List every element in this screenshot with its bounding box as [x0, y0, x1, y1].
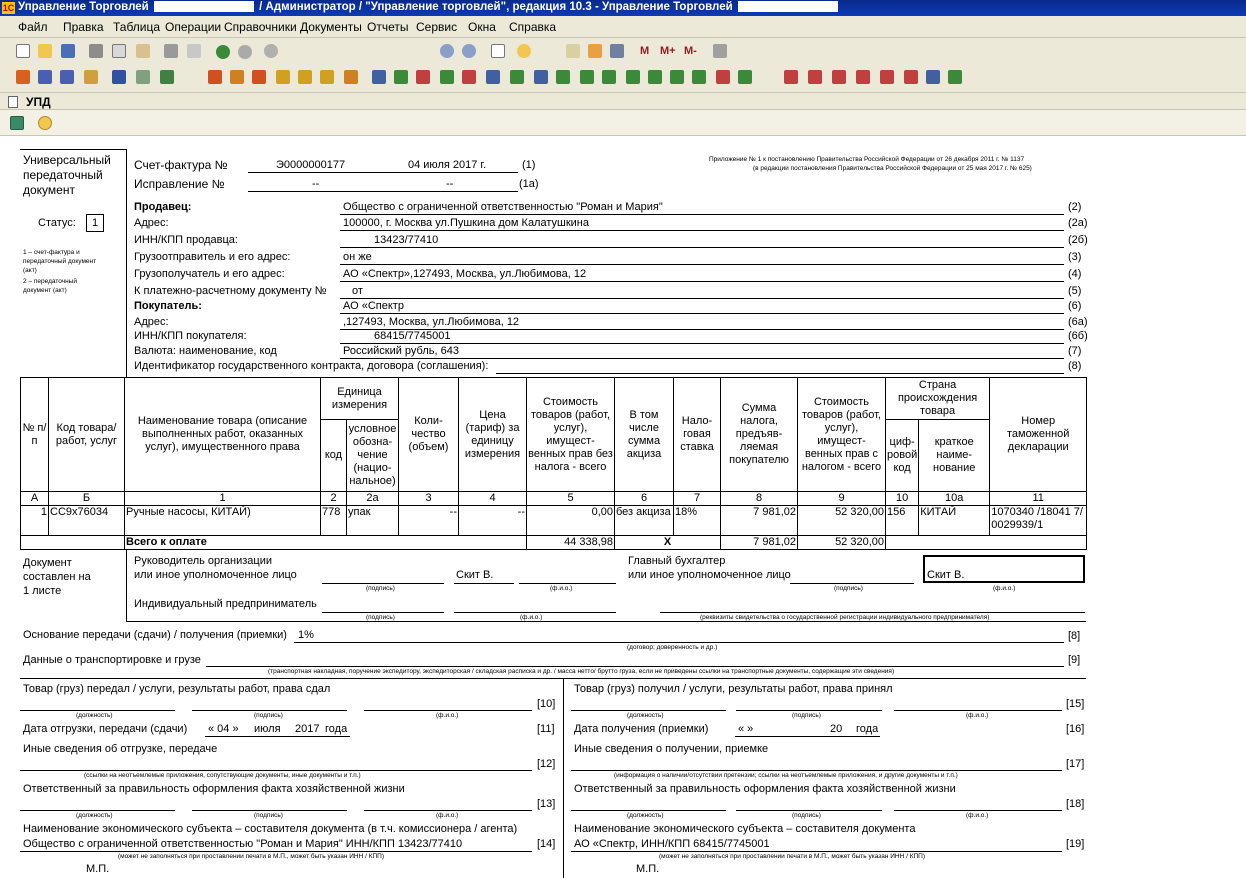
memory-button[interactable]: M	[640, 45, 650, 57]
caption: (ф.и.о.)	[550, 585, 573, 592]
party-label: К платежно-расчетному документу №	[134, 285, 327, 297]
menu-table[interactable]: Таблица	[113, 20, 161, 34]
money-icon[interactable]	[344, 70, 358, 84]
field-code: [17]	[1066, 758, 1085, 770]
field-code: (6а)	[1068, 316, 1088, 328]
field-code: (1)	[522, 159, 536, 171]
menu-edit[interactable]: Правка	[63, 20, 104, 34]
field-code: (5)	[1068, 285, 1082, 297]
field-code: (8)	[1068, 360, 1082, 372]
toolbar-operations	[0, 64, 1246, 92]
refresh-icon[interactable]	[580, 70, 594, 84]
journal-icon[interactable]	[16, 70, 30, 84]
search-prev-icon[interactable]	[462, 44, 476, 58]
appendix-note: Приложение № 1 к постановлению Правительства Российской Федерации от 26 декабря 2011 г. № 1137	[709, 156, 1025, 163]
acc-label: Главный бухгалтер	[628, 555, 726, 567]
party-label: ИНН/КПП покупателя:	[134, 330, 247, 342]
sales-icon[interactable]	[252, 70, 266, 84]
field-code: (3)	[1068, 251, 1082, 263]
cell-name: Ручные насосы, КИТАЙ)	[125, 506, 321, 536]
field-code: [14]	[537, 838, 556, 850]
print-preview-icon[interactable]	[10, 116, 24, 130]
register-icon[interactable]	[84, 70, 98, 84]
entity-label: Наименование экономического субъекта – составителя документа (в т.ч. комиссионера / агента)	[23, 823, 518, 835]
menu-catalogs[interactable]: Справочники	[224, 20, 297, 34]
col-header: Стоимость товаров (работ, услуг), имущест-венных прав с налогом - всего	[798, 378, 886, 492]
field-code: (4)	[1068, 268, 1082, 280]
caption: (ф.и.о.)	[436, 812, 459, 819]
field-code: [11]	[537, 723, 555, 735]
recv-date-suffix: года	[856, 723, 879, 735]
help-icon[interactable]	[38, 116, 52, 130]
cell-price: --	[459, 506, 527, 536]
field-code: [16]	[1066, 723, 1085, 735]
move-icon[interactable]	[394, 70, 408, 84]
col-header: Коли-чество (объем)	[399, 378, 459, 492]
ship-date-year[interactable]: 2017	[295, 723, 320, 735]
items-table	[20, 377, 1087, 550]
column-number: 6	[615, 492, 674, 506]
field-code: (2)	[1068, 201, 1082, 213]
column-number: 9	[798, 492, 886, 506]
catalog-icon[interactable]	[136, 70, 150, 84]
toolbar-standard	[0, 38, 1246, 66]
col-header: циф-ровой код	[886, 420, 919, 492]
report-icon[interactable]	[160, 70, 174, 84]
col-header: Код товара/ работ, услуг	[49, 378, 125, 492]
info-icon[interactable]	[517, 44, 531, 58]
party-label: ИНН/КПП продавца:	[134, 234, 238, 246]
cell-no: 1	[21, 506, 49, 536]
retail-icon[interactable]	[716, 70, 730, 84]
column-number: 4	[459, 492, 527, 506]
party-label: Адрес:	[134, 316, 169, 328]
tax-invoice-icon[interactable]	[784, 70, 798, 84]
disassembly-icon[interactable]	[626, 70, 640, 84]
head-label: или иное уполномоченное лицо	[134, 569, 297, 581]
col-header: Стоимость товаров (работ, услуг), имущест-венных прав без налога - всего	[527, 378, 615, 492]
find-icon[interactable]	[264, 44, 278, 58]
cell-tax: 7 981,02	[721, 506, 798, 536]
caption: (ф.и.о.)	[966, 812, 989, 819]
bank-icon[interactable]	[320, 70, 334, 84]
party-value[interactable]: от	[352, 285, 363, 297]
field-code: [8]	[1068, 630, 1081, 642]
column-number: 3	[399, 492, 459, 506]
given-label: Товар (груз) передал / услуги, результаты работ, права сдал	[23, 683, 331, 695]
party-label: Грузополучатель и его адрес:	[134, 268, 285, 280]
pages-text: 1 листе	[23, 585, 62, 597]
status-note: (акт)	[23, 267, 37, 274]
invoice-number[interactable]: Э0000000177	[276, 159, 346, 171]
invoice-date[interactable]: 04 июля 2017 г.	[408, 159, 487, 171]
menu-reports[interactable]: Отчеты	[367, 20, 409, 34]
menu-bar	[0, 16, 1246, 38]
calculator-icon[interactable]	[566, 44, 580, 58]
app-logo-icon: 1С	[2, 3, 15, 13]
resp-label: Ответственный за правильность оформления факта хозяйственной жизни	[574, 783, 956, 795]
col-header: Страна происхождения товара	[886, 378, 990, 420]
new-icon[interactable]	[16, 44, 30, 58]
column-number: 10а	[919, 492, 990, 506]
total-tax: 7 981,02	[721, 536, 798, 550]
cell-rate: 18%	[674, 506, 721, 536]
cell-code: СС9х76034	[49, 506, 125, 536]
caption: (информация о наличии/отсутствии претензии; ссылки на неотъемлемые приложения, и другие документы и т.п.)	[614, 772, 958, 779]
party-label: Грузоотправитель и его адрес:	[134, 251, 291, 263]
caption: (договор; доверенность и др.)	[627, 644, 718, 651]
redacted-block	[154, 1, 254, 12]
total-label: Всего к оплате	[125, 536, 527, 550]
field-code: (1а)	[519, 178, 539, 190]
acc-name[interactable]: Скит В.	[927, 569, 965, 581]
column-number: 5	[527, 492, 615, 506]
party-label: Покупатель:	[134, 300, 202, 312]
caption: (должность)	[76, 812, 113, 819]
cell-cost: 0,00	[527, 506, 615, 536]
other-receiving-label: Иные сведения о получении, приемке	[574, 743, 769, 755]
vat-report-icon[interactable]	[904, 70, 918, 84]
status-note: документ (акт)	[23, 287, 67, 294]
form-button-bar	[0, 110, 1246, 136]
party-value[interactable]: АО «Спектр	[343, 300, 404, 312]
field-code: [12]	[537, 758, 556, 770]
caption: (ф.и.о.)	[436, 712, 459, 719]
return-icon[interactable]	[462, 70, 476, 84]
caption: (подпись)	[834, 585, 863, 592]
caption: (подпись)	[366, 585, 395, 592]
pages-text: составлен на	[23, 571, 91, 583]
caption: (ф.и.о.)	[993, 585, 1016, 592]
transfer-icon[interactable]	[486, 70, 500, 84]
check-icon[interactable]	[948, 70, 962, 84]
column-number: 10	[886, 492, 919, 506]
col-header: код	[321, 420, 347, 492]
open-icon[interactable]	[38, 44, 52, 58]
col-header: Нало-говая ставка	[674, 378, 721, 492]
window-title-right: / Администратор / "Управление торговлей", редакция 10.3 - Управление Торговлей	[259, 1, 733, 13]
status-note: 1 – счет-фактура и	[23, 249, 80, 256]
party-value[interactable]: АО «Спектр»,127493, Москва, ул.Любимова, 12	[343, 268, 587, 280]
field-code: [19]	[1066, 838, 1085, 850]
cell-unit-name: упак	[347, 506, 399, 536]
memory-plus-button[interactable]: M+	[660, 45, 676, 57]
undo-icon[interactable]	[216, 45, 230, 59]
caption: (должность)	[627, 712, 664, 719]
col-header: № п/п	[21, 378, 49, 492]
party-value[interactable]: он же	[343, 251, 372, 263]
documents-list-icon[interactable]	[60, 70, 74, 84]
book-purchases-icon[interactable]	[856, 70, 870, 84]
cell-country-code: 156	[886, 506, 919, 536]
order-supplier-icon[interactable]	[230, 70, 244, 84]
resp-label: Ответственный за правильность оформления факта хозяйственной жизни	[23, 783, 405, 795]
save-icon[interactable]	[61, 44, 75, 58]
menu-windows[interactable]: Окна	[468, 20, 496, 34]
cell-qty: --	[399, 506, 459, 536]
field-code: (6б)	[1068, 330, 1088, 342]
column-number: Б	[49, 492, 125, 506]
entity-label: Наименование экономического субъекта – составителя документа	[574, 823, 916, 835]
payment-icon[interactable]	[276, 70, 290, 84]
status-label: Статус:	[38, 217, 76, 229]
col-header: В том числе сумма акциза	[615, 378, 674, 492]
menu-file[interactable]: Файл	[18, 20, 48, 34]
column-number: 11	[990, 492, 1087, 506]
window-title-left: Управление Торговлей	[18, 1, 149, 13]
party-value[interactable]: Общество с ограниченной ответственностью "Роман и Мария"	[343, 201, 663, 213]
copy-icon[interactable]	[112, 44, 126, 58]
basis-value[interactable]: 1%	[298, 629, 314, 641]
entity-value[interactable]: АО «Спектр, ИНН/КПП 68415/7745001	[574, 838, 770, 850]
status-note: передаточный документ	[23, 258, 97, 265]
users-icon[interactable]	[610, 44, 624, 58]
cell-excise: без акциза	[615, 506, 674, 536]
party-value[interactable]: 13423/77410	[374, 234, 439, 246]
menu-operations[interactable]: Операции	[165, 20, 222, 34]
receipt-icon[interactable]	[372, 70, 386, 84]
correction-date[interactable]: --	[446, 178, 454, 190]
field-code: [13]	[537, 798, 556, 810]
posting-icon[interactable]	[556, 70, 570, 84]
menu-documents[interactable]: Документы	[300, 20, 362, 34]
caption: (может не заполняться при проставлении печати в М.П., может быть указан ИНН / КПП)	[659, 853, 926, 860]
window-icon[interactable]	[491, 44, 505, 58]
doctype-line: Универсальный	[23, 153, 111, 167]
ship-date-suffix: года	[325, 723, 348, 735]
paste-icon[interactable]	[136, 44, 150, 58]
document-icon	[8, 96, 18, 108]
caption: (должность)	[627, 812, 664, 819]
caption: (ссылки на неотъемлемые приложения, сопутствующие документы, иные документы и т.п.)	[84, 772, 361, 779]
field-code: (6)	[1068, 300, 1082, 312]
preview-icon[interactable]	[187, 44, 201, 58]
tab-title[interactable]: УПД	[26, 95, 51, 109]
writeoff-icon[interactable]	[534, 70, 548, 84]
settings-icon[interactable]	[713, 44, 727, 58]
col-header: Номер таможенной декларации	[990, 378, 1087, 492]
col-header: Наименование товара (описание выполненных работ, оказанных услуг), имущественного права	[125, 378, 321, 492]
acc-label: или иное уполномоченное лицо	[628, 569, 791, 581]
menu-service[interactable]: Сервис	[416, 20, 458, 34]
journal-invoices-icon[interactable]	[926, 70, 940, 84]
invoice-label: Счет-фактура №	[134, 158, 228, 172]
column-number: 1	[125, 492, 321, 506]
cash-icon[interactable]	[298, 70, 312, 84]
cell-country-name: КИТАЙ	[919, 506, 990, 536]
party-label: Валюта: наименование, код	[134, 345, 277, 357]
column-number: 2а	[347, 492, 399, 506]
shipment-icon[interactable]	[440, 70, 454, 84]
menu-help[interactable]: Справка	[509, 20, 557, 34]
memory-minus-button[interactable]: M-	[684, 45, 697, 57]
calendar-icon[interactable]	[588, 44, 602, 58]
status-note: 2 – передаточный	[23, 278, 77, 285]
party-label: Адрес:	[134, 217, 169, 229]
caption: (подпись)	[366, 614, 395, 621]
redo-icon[interactable]	[238, 45, 252, 59]
documents-icon[interactable]	[38, 70, 52, 84]
contractors-icon[interactable]	[112, 70, 126, 84]
price-icon[interactable]	[648, 70, 662, 84]
column-number: А	[21, 492, 49, 506]
column-number: 7	[674, 492, 721, 506]
transport-label: Данные о транспортировке и грузе	[23, 654, 201, 666]
cut-icon[interactable]	[89, 44, 103, 58]
cell-total: 52 320,00	[798, 506, 886, 536]
party-value[interactable]: 100000, г. Москва ул.Пушкина дом Калатушкина	[343, 217, 589, 229]
price-del-icon[interactable]	[692, 70, 706, 84]
caption: (может не заполняться при проставлении печати в М.П., может быть указан ИНН / КПП)	[118, 853, 385, 860]
search-next-icon[interactable]	[440, 44, 454, 58]
entity-value[interactable]: Общество с ограниченной ответственностью "Роман и Мария" ИНН/КПП 13423/77410	[23, 838, 463, 850]
pages-text: Документ	[23, 557, 72, 569]
field-code: [9]	[1068, 654, 1081, 666]
cell-unit-code: 778	[321, 506, 347, 536]
caption: (ф.и.о.)	[520, 614, 543, 621]
caption: (подпись)	[792, 812, 821, 819]
total-x: X	[615, 536, 721, 550]
col-header: Единица измерения	[321, 378, 399, 420]
recv-date-label: Дата получения (приемки)	[574, 723, 709, 735]
caption: (подпись)	[792, 712, 821, 719]
column-number: 8	[721, 492, 798, 506]
field-code: [10]	[537, 698, 556, 710]
column-numbers-row	[21, 492, 1087, 506]
status-value[interactable]: 1	[86, 214, 104, 232]
total-cost: 44 338,98	[527, 536, 615, 550]
party-value[interactable]: 68415/7745001	[374, 330, 451, 342]
total-row	[21, 536, 1087, 550]
field-code: [18]	[1066, 798, 1085, 810]
field-code: (7)	[1068, 345, 1082, 357]
ship-date-day[interactable]: « 04 »	[208, 723, 239, 735]
party-label: Продавец:	[134, 201, 192, 213]
col-header: краткое наиме-нование	[919, 420, 990, 492]
recv-date-day[interactable]: « »	[738, 723, 754, 735]
party-value[interactable]: ,127493, Москва, ул.Любимова, 12	[343, 316, 520, 328]
price-set-icon[interactable]	[670, 70, 684, 84]
total-sum: 52 320,00	[798, 536, 886, 550]
recv-label: Товар (груз) получил / услуги, результаты работ, права принял	[574, 683, 893, 695]
appendix-note: (в редакции постановления Правительства Российской Федерации от 25 мая 2017 г. № 625)	[753, 165, 1032, 172]
stamp-place: М.П.	[636, 863, 660, 875]
head-label: Руководитель организации	[134, 555, 273, 567]
table-row[interactable]	[21, 506, 1087, 536]
stamp-place: М.П.	[86, 863, 110, 875]
caption: (подпись)	[254, 712, 283, 719]
correction-number[interactable]: --	[312, 178, 320, 190]
tax-invoice-recv-icon[interactable]	[808, 70, 822, 84]
col-header: условное обозна-чение (нацио-нальное)	[347, 420, 399, 492]
doctype-line: передаточный	[23, 168, 103, 182]
window-title-bar	[0, 0, 1246, 16]
cell-customs: 1070340 /18041 7/0029939/1	[990, 506, 1087, 536]
redacted-block	[738, 1, 838, 12]
basis-label: Основание передачи (сдачи) / получения (приемки)	[23, 629, 287, 641]
col-header: Цена (тариф) за единицу измерения	[459, 378, 527, 492]
head-name[interactable]: Скит В.	[456, 569, 494, 581]
party-value[interactable]: Российский рубль, 643	[343, 345, 459, 357]
correction-label: Исправление №	[134, 177, 225, 191]
other-shipping-label: Иные сведения об отгрузке, передаче	[23, 743, 218, 755]
field-code: [15]	[1066, 698, 1085, 710]
caption: (ф.и.о.)	[966, 712, 989, 719]
party-label: Идентификатор государственного контракта, договора (соглашения):	[134, 360, 489, 372]
assembly-icon[interactable]	[602, 70, 616, 84]
field-code: (2а)	[1068, 217, 1088, 229]
caption: (должность)	[76, 712, 113, 719]
retail-report-icon[interactable]	[738, 70, 752, 84]
col-header: Сумма налога, предъяв-ляемая покупателю	[721, 378, 798, 492]
inventory-icon[interactable]	[510, 70, 524, 84]
document-tab-bar	[0, 92, 1246, 110]
book-sales-icon[interactable]	[832, 70, 846, 84]
field-code: (2б)	[1068, 234, 1088, 246]
recv-date-year[interactable]: 20	[830, 723, 843, 735]
order-icon[interactable]	[208, 70, 222, 84]
print-icon[interactable]	[164, 44, 178, 58]
caption: (реквизиты свидетельства о государственной регистрации индивидуального предпринимателя)	[700, 614, 990, 621]
caption: (подпись)	[254, 812, 283, 819]
column-number: 2	[321, 492, 347, 506]
ship-date-month[interactable]: июля	[254, 723, 281, 735]
doctype-line: документ	[23, 183, 75, 197]
caption: (транспортная накладная, поручение экспедитору, экспедиторская / складская расписка и др. / масса нетто/ брутто груза, если не приведены ссылки на транспортные документы, содержащие эти сведения)	[268, 668, 895, 675]
vat-icon[interactable]	[880, 70, 894, 84]
invoice-icon[interactable]	[416, 70, 430, 84]
ip-label: Индивидуальный предприниматель	[134, 598, 317, 610]
ship-date-label: Дата отгрузки, передачи (сдачи)	[23, 723, 188, 735]
upd-document	[0, 137, 1246, 874]
